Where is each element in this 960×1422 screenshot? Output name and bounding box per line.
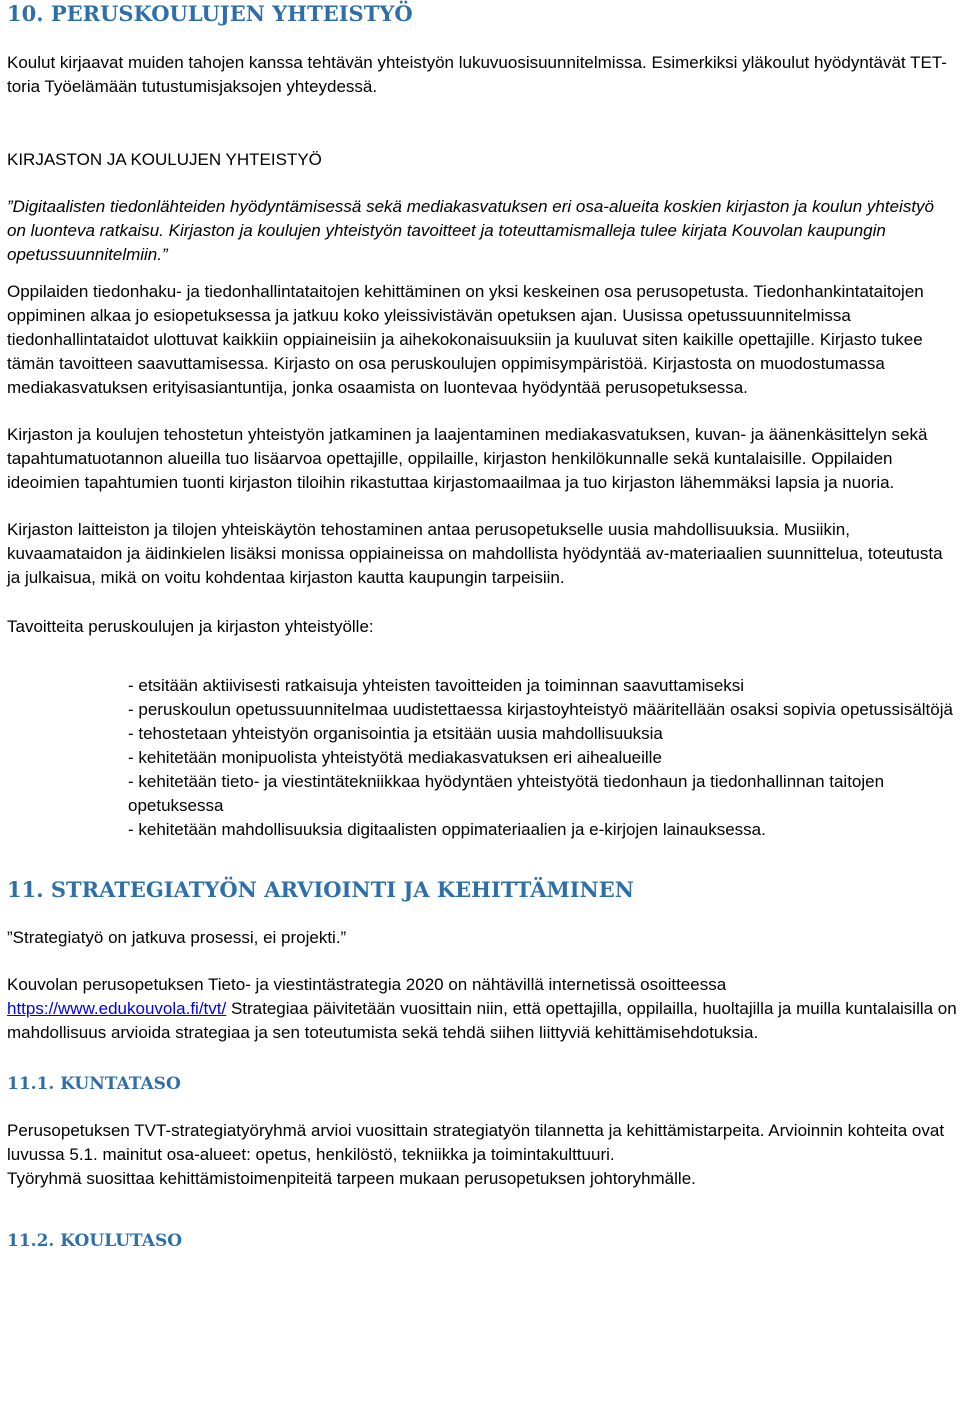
section-10-intro: Koulut kirjaavat muiden tahojen kanssa tehtävän yhteistyön lukuvuosisuunnitelmissa. Esimerkiksi yläkoulut hyödyntävät TET-toria Työelämään tutustumisjaksojen yhteydessä. bbox=[7, 53, 947, 96]
cooperation-quote-part-2: Kirjaston ja koulujen yhteistyön tavoitteet ja toteuttamismalleja tulee kirjata Kouvolan kaupungin opetussuunnitelmiin.” bbox=[7, 221, 886, 264]
goals-list bbox=[7, 674, 957, 842]
strategy-intro-text: Kouvolan perusopetuksen Tieto- ja viestintästrategia 2020 on nähtävillä internetissä osoitteessa bbox=[7, 975, 727, 994]
cooperation-quote bbox=[7, 195, 957, 267]
equipment-paragraph: Kirjaston laitteiston ja tilojen yhteiskäytön tehostaminen antaa perusopetukselle uusia mahdollisuuksia. Musiikin, kuvaamataidon ja äidinkielen lisäksi monissa oppiaineissa on mahdollista hyödyntää av-materiaalien suunnittelua, toteutusta ja julkaisua, mikä on voitu kohdentaa kirjaston kautta kaupungin tarpeisiin. bbox=[7, 520, 943, 587]
municipal-paragraph-1: Perusopetuksen TVT-strategiatyöryhmä arvioi vuosittain strategiatyön tilannetta ja kehittämistarpeita. Arvioinnin kohteita ovat luvussa 5.1. mainitut osa-alueet: opetus, henkilöstö, tekniikka ja toimintakulttuuri. bbox=[7, 1121, 945, 1164]
strategy-rest-text: Strategiaa päivitetään vuosittain niin, että opettajilla, oppilailla, huoltajilla ja muilla kuntalaisilla on mahdollisuus arvioida strategiaa ja sen toteutumista sekä tehdä siihen liittyviä kehittämisehdotuksia. bbox=[7, 999, 957, 1042]
goals-intro: Tavoitteita peruskoulujen ja kirjaston yhteistyölle: bbox=[7, 617, 374, 636]
municipal-paragraph-2: Työryhmä suosittaa kehittämistoimenpiteitä tarpeen mukaan perusopetuksen johtoryhmälle. bbox=[7, 1169, 696, 1188]
section-10-heading: 10. PERUSKOULUJEN YHTEISTYÖ bbox=[7, 1, 413, 26]
cooperation-quote-part-1: ”Digitaalisten tiedonlähteiden hyödyntämisessä sekä mediakasvatuksen eri osa-alueita koskien kirjaston ja koulun yhteistyö on luonteva ratkaisu. bbox=[7, 197, 935, 240]
goal-item: - kehitetään mahdollisuuksia digitaalisten oppimateriaalien ja e-kirjojen lainauksessa. bbox=[128, 820, 766, 839]
info-skills-paragraph: Oppilaiden tiedonhaku- ja tiedonhallintataitojen kehittäminen on yksi keskeinen osa perusopetusta. Tiedonhankintataitojen oppiminen alkaa jo esiopetuksessa ja jatkuu koko yleissivistävän opetuksen ajan. Uusissa opetussuunnitelmissa tiedonhallintataidot ulottuvat kaikkiin oppiaineisiin ja aihekokonaisuuksiin ja kuuluvat siten kaikille opettajille. Kirjasto tukee tämän tavoitteen saavuttamisessa. Kirjasto on osa peruskoulujen oppimisympäristöä. Kirjastosta on muodostumassa mediakasvatuksen erityisasiantuntija, jonka osaamista on luontevaa hyödyntää perusopetuksessa. bbox=[7, 282, 924, 397]
media-cooperation-paragraph: Kirjaston ja koulujen tehostetun yhteistyön jatkaminen ja laajentaminen mediakasvatuksen, kuvan- ja äänenkäsittelyn sekä tapahtumatuotannon alueilla tuo lisäarvoa opettajille, oppilaille, kirjaston henkilökunnalle sekä kuntalaisille. Oppilaiden ideoimien tapahtumien tuonti kirjaston tiloihin rikastuttaa kirjastomaailmaa ja tuo kirjaston lähemmäksi lapsia ja nuoria. bbox=[7, 425, 928, 492]
strategy-paragraph bbox=[7, 973, 957, 1045]
goal-item: - kehitetään tieto- ja viestintätekniikkaa hyödyntäen yhteistyötä tiedonhaun ja tiedonhallinnan taitojen opetuksessa bbox=[128, 772, 885, 815]
section-11-1-heading: 11.1. KUNTATASO bbox=[7, 1074, 181, 1094]
goal-item: - etsitään aktiivisesti ratkaisuja yhteisten tavoitteiden ja toiminnan saavuttamiseksi bbox=[128, 676, 745, 695]
library-cooperation-heading: KIRJASTON JA KOULUJEN YHTEISTYÖ bbox=[7, 150, 322, 169]
strategy-quote: ”Strategiatyö on jatkuva prosessi, ei projekti.” bbox=[7, 928, 347, 947]
goal-item: - kehitetään monipuolista yhteistyötä mediakasvatuksen eri aihealueille bbox=[128, 748, 662, 767]
document-page bbox=[7, 0, 957, 1253]
goal-item: - peruskoulun opetussuunnitelmaa uudistettaessa kirjastoyhteistyö määritellään osaksi sopivia opetussisältöjä bbox=[128, 700, 953, 719]
section-11-2-heading: 11.2. KOULUTASO bbox=[7, 1231, 183, 1251]
section-11-heading: 11. STRATEGIATYÖN ARVIOINTI JA KEHITTÄMINEN bbox=[7, 877, 634, 902]
goal-item: - tehostetaan yhteistyön organisointia ja etsitään uusia mahdollisuuksia bbox=[128, 724, 663, 743]
edukouvola-link[interactable]: https://www.edukouvola.fi/tvt/ bbox=[7, 999, 227, 1018]
